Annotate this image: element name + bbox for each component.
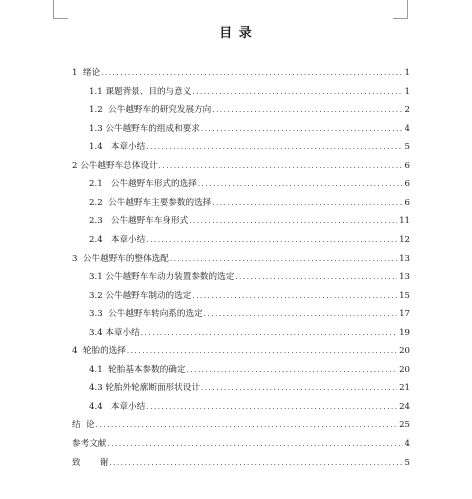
toc-entry-page-number: 20 — [399, 346, 410, 357]
toc-entry-page-number: 15 — [399, 290, 410, 301]
toc-entry-label: 4.3 轮胎外轮廓断面形状设计 — [89, 383, 200, 394]
toc-leader-dots — [146, 233, 397, 247]
toc-entry-label: 结 论 — [72, 420, 95, 431]
toc-leader-dots — [127, 344, 397, 358]
toc-entry-page-number: 1 — [404, 68, 410, 78]
toc-leader-dots — [212, 103, 402, 117]
toc-entry-page-number: 11 — [399, 216, 410, 227]
toc-entry-page-number: 4 — [404, 439, 410, 449]
toc-leader-dots — [170, 252, 397, 266]
toc-entry-label: 2.4 本章小结 — [89, 234, 146, 245]
toc-entry-page-number: 13 — [399, 253, 410, 264]
page-title: 目 录 — [219, 26, 253, 41]
toc-entry-page-number: 19 — [399, 327, 410, 338]
toc-entry[interactable] — [72, 159, 410, 173]
toc-entry[interactable] — [89, 140, 410, 154]
toc-entry-page-number: 6 — [404, 197, 410, 208]
toc-leader-dots — [101, 66, 402, 80]
toc-entry-label: 1.4 本章小结 — [89, 142, 146, 153]
toc-entry-page-number: 12 — [399, 234, 410, 245]
toc-entry-label: 1.2 公牛越野车的研究发展方向 — [89, 105, 212, 116]
toc-leader-dots — [159, 159, 403, 173]
toc-entry-label: 4 轮胎的选择 — [72, 346, 126, 357]
toc-entry-page-number: 2 — [404, 105, 410, 116]
toc-entry-label: 1.3 公牛越野车的组成和要求 — [89, 123, 200, 134]
toc-leader-dots — [141, 326, 397, 340]
toc-entry-label: 2 公牛越野车总体设计 — [72, 160, 158, 171]
toc-entry-page-number: 13 — [399, 272, 410, 283]
toc-entry[interactable] — [72, 456, 410, 470]
toc-leader-dots — [146, 140, 402, 154]
toc-leader-dots — [212, 196, 402, 210]
toc-entry-label: 2.1 公牛越野车形式的选择 — [89, 179, 197, 190]
toc-entry[interactable] — [89, 400, 410, 414]
toc-entry-page-number: 5 — [404, 457, 410, 468]
toc-entry-page-number: 6 — [404, 160, 410, 171]
toc-entry-label: 2.2 公牛越野车主要参数的选择 — [89, 197, 212, 208]
toc-entry[interactable] — [89, 326, 410, 340]
toc-entry-label: 参考文献 — [72, 439, 107, 449]
toc-entry-page-number: 25 — [399, 420, 410, 431]
toc-leader-dots — [201, 381, 397, 395]
toc-entry[interactable] — [89, 307, 410, 321]
toc-entry[interactable] — [72, 418, 410, 432]
toc-entry-label: 4.4 本章小结 — [89, 401, 146, 412]
toc-entry[interactable] — [72, 344, 410, 358]
toc-entry[interactable] — [89, 289, 410, 303]
toc-leader-dots — [186, 363, 397, 377]
toc-entry[interactable] — [72, 437, 410, 451]
toc-leader-dots — [146, 400, 397, 414]
toc-entry-label: 致 谢 — [72, 457, 109, 468]
toc-entry[interactable] — [89, 363, 410, 377]
toc-entry-label: 3.3 公牛越野车转向系的选定 — [89, 309, 203, 320]
toc-leader-dots — [192, 85, 402, 99]
toc-entry[interactable] — [72, 252, 410, 266]
toc-entry[interactable] — [89, 381, 410, 395]
toc-entry[interactable] — [89, 233, 410, 247]
toc-entry-page-number: 1 — [404, 86, 410, 97]
toc-entry-page-number: 17 — [399, 309, 410, 320]
toc-entry-label: 3.1 公牛越野车车动力装置参数的选定 — [89, 272, 235, 283]
toc-entry-label: 3.4 本章小结 — [89, 327, 140, 338]
toc-leader-dots — [201, 122, 403, 136]
toc-entry[interactable] — [89, 122, 410, 136]
toc-entry[interactable] — [89, 214, 410, 228]
toc-entry-label: 3.2 公牛越野车制动的选定 — [89, 290, 192, 301]
toc-entry[interactable] — [89, 270, 410, 284]
toc-entry-page-number: 20 — [399, 364, 410, 375]
toc-entry-label: 2.3 公牛越野车车身形式 — [89, 216, 189, 227]
toc-entry-page-number: 21 — [399, 383, 410, 394]
toc-leader-dots — [189, 214, 397, 228]
toc-entry[interactable] — [89, 196, 410, 210]
toc-leader-dots — [204, 307, 397, 321]
toc-leader-dots — [96, 418, 397, 432]
toc-entry-label: 1 绪论 — [72, 68, 101, 78]
toc-leader-dots — [109, 456, 402, 470]
toc-entry[interactable] — [89, 103, 410, 117]
toc-entry[interactable] — [89, 85, 410, 99]
toc-entry-label: 3 公牛越野车的整体选配 — [72, 253, 169, 264]
toc-entry-page-number: 24 — [399, 401, 410, 412]
toc-entry-label: 4.1 轮胎基本参数的确定 — [89, 364, 186, 375]
toc-leader-dots — [192, 289, 397, 303]
toc-entry-label: 1.1 课题背景、目的与意义 — [89, 86, 192, 97]
toc-entry[interactable] — [89, 177, 410, 191]
toc-entry-page-number: 6 — [404, 179, 410, 190]
toc-entry-page-number: 5 — [404, 142, 410, 153]
toc-entry[interactable] — [72, 66, 410, 80]
toc-entry-page-number: 4 — [404, 123, 410, 134]
toc-leader-dots — [107, 437, 402, 451]
toc-leader-dots — [198, 177, 403, 191]
toc-leader-dots — [235, 270, 397, 284]
